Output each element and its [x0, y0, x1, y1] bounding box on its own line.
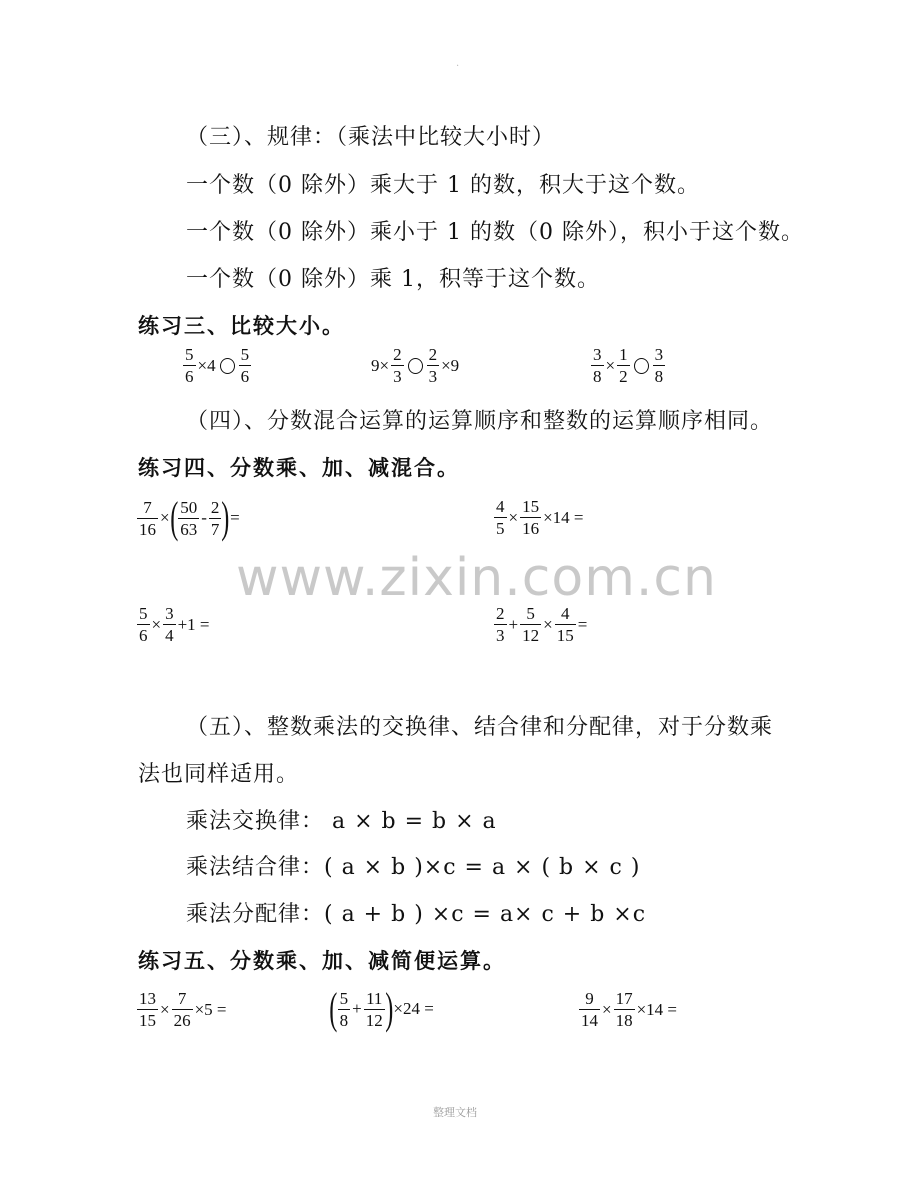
ex4-expr-2: $\frac{4}{5}$ × $\frac{15}{16}$ ×14 = — [496, 497, 584, 538]
right-paren: ) — [385, 984, 394, 1033]
law-distributive: 乘法分配律：( a + b ) ×c = a× c + b ×c — [186, 902, 647, 927]
fraction: $\frac{1}{2}$ — [619, 345, 628, 386]
ex5-expr-1: $\frac{13}{15}$ × $\frac{7}{26}$ ×5 = — [139, 989, 227, 1030]
watermark: www.zixin.com.cn — [236, 548, 717, 608]
fraction: $\frac{7}{16}$ — [139, 497, 156, 539]
left-paren: ( — [329, 984, 338, 1033]
fraction: $\frac{5}{6}$ — [139, 604, 148, 645]
fraction: $\frac{50}{63}$ — [180, 497, 198, 539]
fraction: $\frac{9}{14}$ — [581, 989, 598, 1030]
ex4-expr-3: $\frac{5}{6}$ × $\frac{3}{4}$ +1 = — [139, 604, 210, 645]
rule-2: 一个数（0 除外）乘小于 1 的数（0 除外），积小于这个数。 — [186, 220, 804, 245]
left-paren: ( — [169, 493, 178, 542]
compare-item-3: $\frac{3}{8}$ × $\frac{1}{2}$ $\frac{3}{8}$ — [593, 345, 664, 386]
fraction: $\frac{2}{3}$ — [428, 345, 438, 386]
fraction: $\frac{5}{6}$ — [185, 345, 194, 386]
compare-circle-blank[interactable] — [634, 358, 649, 374]
fraction: $\frac{13}{15}$ — [139, 989, 156, 1030]
compare-item-2: 9× $\frac{2}{3}$ $\frac{2}{3}$ ×9 — [371, 345, 460, 386]
fraction: $\frac{5}{6}$ — [240, 345, 250, 386]
fraction: $\frac{15}{16}$ — [522, 497, 540, 538]
fraction: $\frac{7}{26}$ — [173, 989, 191, 1030]
exercise5-title: 练习五、分数乘、加、减简便运算。 — [138, 949, 506, 973]
fraction: $\frac{11}{12}$ — [365, 988, 383, 1030]
fraction: $\frac{2}{3}$ — [393, 345, 402, 386]
right-paren: ) — [221, 493, 230, 542]
page-footer: 整理文档 — [433, 1106, 477, 1119]
exercise4-title: 练习四、分数乘、加、减混合。 — [138, 456, 460, 480]
rule-1: 一个数（0 除外）乘大于 1 的数，积大于这个数。 — [186, 173, 700, 198]
ex4-expr-1: $\frac{7}{16}$ × ( $\frac{50}{63}$ - $\frac{2}{7}$ ) = — [139, 493, 240, 542]
law-associative: 乘法结合律：( a × b )×c = a × ( b × c ) — [186, 855, 641, 880]
section5-title-line2: 法也同样适用。 — [138, 762, 300, 787]
fraction: $\frac{17}{18}$ — [615, 989, 633, 1030]
fraction: $\frac{3}{8}$ — [654, 345, 664, 386]
fraction: $\frac{2}{7}$ — [210, 497, 220, 539]
rule-3: 一个数（0 除外）乘 1，积等于这个数。 — [186, 267, 600, 292]
ex5-expr-3: $\frac{9}{14}$ × $\frac{17}{18}$ ×14 = — [581, 989, 678, 1030]
section5-title-line1: （五）、整数乘法的交换律、结合律和分配律，对于分数乘 — [186, 715, 774, 740]
ex5-expr-2: ( $\frac{5}{8}$ + $\frac{11}{12}$ ) ×24 = — [329, 984, 434, 1033]
compare-circle-blank[interactable] — [408, 358, 423, 374]
fraction: $\frac{3}{4}$ — [165, 604, 174, 645]
fraction: $\frac{5}{8}$ — [339, 988, 349, 1030]
header-dot: . — [456, 58, 460, 69]
fraction: $\frac{3}{8}$ — [593, 345, 602, 386]
exercise3-title: 练习三、比较大小。 — [138, 314, 345, 338]
compare-circle-blank[interactable] — [220, 358, 235, 374]
law-commutative: 乘法交换律： a × b = b × a — [186, 809, 497, 834]
fraction: $\frac{5}{12}$ — [522, 604, 540, 645]
fraction: $\frac{4}{15}$ — [556, 604, 574, 645]
section3-title: （三）、规律：（乘法中比较大小时） — [186, 125, 556, 150]
fraction: $\frac{4}{5}$ — [496, 497, 505, 538]
fraction: $\frac{2}{3}$ — [496, 604, 505, 645]
compare-item-1: $\frac{5}{6}$ ×4 $\frac{5}{6}$ — [185, 345, 250, 386]
section4-title: （四）、分数混合运算的运算顺序和整数的运算顺序相同。 — [186, 409, 774, 434]
ex4-expr-4: $\frac{2}{3}$ + $\frac{5}{12}$ × $\frac{4}{15}$ = — [496, 604, 588, 645]
